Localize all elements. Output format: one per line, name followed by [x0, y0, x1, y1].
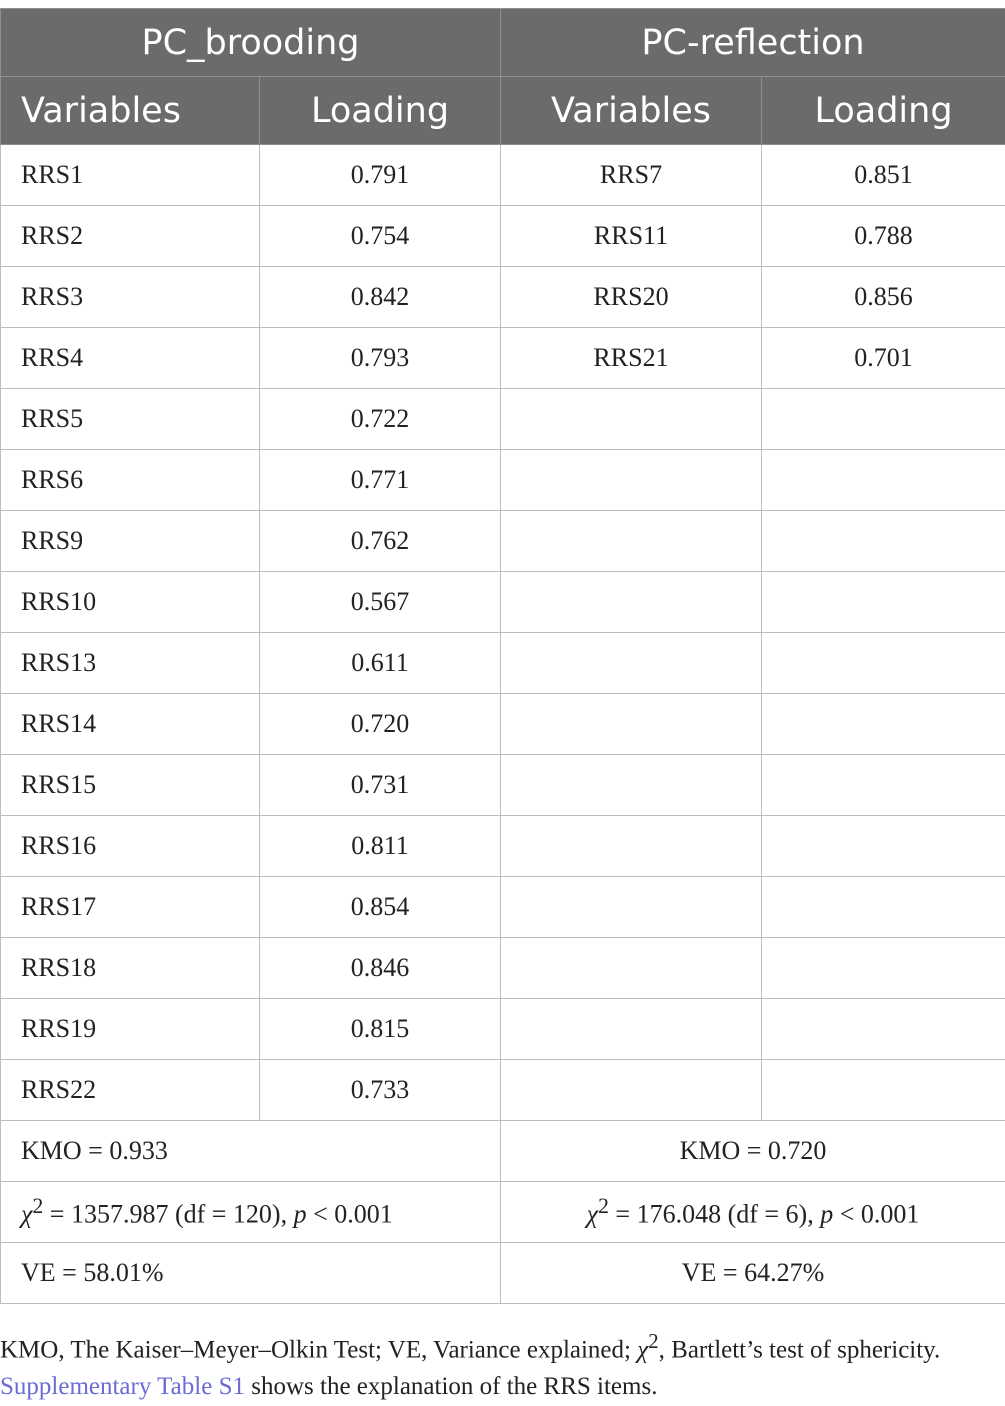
- brooding-variable: RRS14: [1, 694, 260, 755]
- reflection-variable: [501, 938, 762, 999]
- brooding-variable: RRS3: [1, 267, 260, 328]
- reflection-variable: [501, 450, 762, 511]
- kmo-brooding: KMO = 0.933: [1, 1121, 501, 1182]
- chi-superscript: 2: [648, 1329, 659, 1353]
- brooding-loading: 0.791: [260, 145, 501, 206]
- table-row: [1, 694, 1005, 755]
- bartlett-brooding: [1, 1182, 501, 1243]
- brooding-loading: 0.733: [260, 1060, 501, 1121]
- brooding-variable: RRS1: [1, 145, 260, 206]
- reflection-loading: [762, 816, 1005, 877]
- brooding-variable: RRS18: [1, 938, 260, 999]
- reflection-loading: [762, 999, 1005, 1060]
- reflection-loading: [762, 938, 1005, 999]
- brooding-variable: RRS17: [1, 877, 260, 938]
- table-row: [1, 755, 1005, 816]
- reflection-variable: [501, 1060, 762, 1121]
- reflection-loading: [762, 694, 1005, 755]
- bartlett-reflection: [501, 1182, 1005, 1243]
- reflection-variable: [501, 572, 762, 633]
- reflection-loading: [762, 633, 1005, 694]
- factor-loading-table: [0, 8, 1005, 1304]
- chi-stat-text: = 176.048 (df = 6),: [608, 1199, 821, 1229]
- reflection-variable: RRS21: [501, 328, 762, 389]
- brooding-variable: RRS15: [1, 755, 260, 816]
- reflection-loading: [762, 877, 1005, 938]
- column-header-loading: Loading: [762, 77, 1005, 145]
- column-header-variables: Variables: [1, 77, 260, 145]
- table-row: [1, 450, 1005, 511]
- table-row: [1, 511, 1005, 572]
- column-header-row: [1, 77, 1005, 145]
- reflection-variable: [501, 389, 762, 450]
- ve-brooding: VE = 58.01%: [1, 1243, 501, 1304]
- table-row: [1, 389, 1005, 450]
- table-footnote: [0, 1323, 1000, 1405]
- footnote-text: shows the explanation of the RRS items.: [244, 1373, 658, 1401]
- column-header-loading: Loading: [260, 77, 501, 145]
- table-row: [1, 999, 1005, 1060]
- table-row: [1, 206, 1005, 267]
- table-row: [1, 145, 1005, 206]
- column-header-variables: Variables: [501, 77, 762, 145]
- reflection-variable: [501, 999, 762, 1060]
- brooding-variable: RRS4: [1, 328, 260, 389]
- brooding-loading: 0.771: [260, 450, 501, 511]
- reflection-loading: [762, 755, 1005, 816]
- brooding-loading: 0.811: [260, 816, 501, 877]
- brooding-variable: RRS22: [1, 1060, 260, 1121]
- brooding-loading: 0.854: [260, 877, 501, 938]
- chi-superscript: 2: [598, 1194, 609, 1219]
- reflection-loading: 0.701: [762, 328, 1005, 389]
- brooding-loading: 0.793: [260, 328, 501, 389]
- footnote-text: KMO, The Kaiser–Meyer–Olkin Test; VE, Variance explained;: [0, 1336, 638, 1364]
- brooding-variable: RRS5: [1, 389, 260, 450]
- chi-symbol: χ: [637, 1336, 649, 1364]
- brooding-variable: RRS19: [1, 999, 260, 1060]
- reflection-variable: [501, 816, 762, 877]
- chi-superscript: 2: [32, 1194, 44, 1219]
- reflection-loading: [762, 1060, 1005, 1121]
- table-row: [1, 328, 1005, 389]
- reflection-loading: 0.851: [762, 145, 1005, 206]
- brooding-loading: 0.842: [260, 267, 501, 328]
- p-symbol: p: [293, 1199, 307, 1229]
- table-row: [1, 1060, 1005, 1121]
- brooding-variable: RRS16: [1, 816, 260, 877]
- brooding-variable: RRS13: [1, 633, 260, 694]
- supplementary-table-link[interactable]: Supplementary Table S1: [0, 1373, 245, 1401]
- reflection-loading: [762, 389, 1005, 450]
- reflection-variable: RRS7: [501, 145, 762, 206]
- footnote-text: , Bartlett’s test of sphericity.: [658, 1336, 941, 1364]
- reflection-loading: [762, 511, 1005, 572]
- brooding-loading: 0.754: [260, 206, 501, 267]
- group-header-row: [1, 9, 1005, 77]
- brooding-variable: RRS10: [1, 572, 260, 633]
- group-header-reflection: PC-reflection: [501, 9, 1005, 77]
- reflection-variable: RRS20: [501, 267, 762, 328]
- bartlett-row: [1, 1182, 1005, 1243]
- table-row: [1, 938, 1005, 999]
- brooding-variable: RRS2: [1, 206, 260, 267]
- brooding-loading: 0.731: [260, 755, 501, 816]
- chi-symbol: χ: [21, 1199, 33, 1229]
- brooding-loading: 0.846: [260, 938, 501, 999]
- reflection-loading: [762, 450, 1005, 511]
- brooding-loading: 0.567: [260, 572, 501, 633]
- reflection-variable: [501, 511, 762, 572]
- brooding-loading: 0.611: [260, 633, 501, 694]
- reflection-variable: [501, 694, 762, 755]
- chi-stat-text: = 1357.987 (df = 120),: [43, 1199, 294, 1229]
- brooding-variable: RRS9: [1, 511, 260, 572]
- brooding-loading: 0.722: [260, 389, 501, 450]
- reflection-loading: [762, 572, 1005, 633]
- reflection-variable: [501, 877, 762, 938]
- table-row: [1, 267, 1005, 328]
- brooding-loading: 0.720: [260, 694, 501, 755]
- variance-row: [1, 1243, 1005, 1304]
- brooding-loading: 0.762: [260, 511, 501, 572]
- p-value-text: < 0.001: [306, 1199, 393, 1229]
- ve-reflection: VE = 64.27%: [501, 1243, 1005, 1304]
- reflection-loading: 0.856: [762, 267, 1005, 328]
- reflection-variable: [501, 633, 762, 694]
- reflection-variable: RRS11: [501, 206, 762, 267]
- kmo-row: [1, 1121, 1005, 1182]
- table-row: [1, 816, 1005, 877]
- reflection-variable: [501, 755, 762, 816]
- table-row: [1, 572, 1005, 633]
- table-row: [1, 633, 1005, 694]
- brooding-variable: RRS6: [1, 450, 260, 511]
- brooding-loading: 0.815: [260, 999, 501, 1060]
- p-value-text: < 0.001: [833, 1199, 920, 1229]
- group-header-brooding: PC_brooding: [1, 9, 501, 77]
- kmo-reflection: KMO = 0.720: [501, 1121, 1005, 1182]
- table-row: [1, 877, 1005, 938]
- p-symbol: p: [820, 1199, 834, 1229]
- chi-symbol: χ: [586, 1199, 599, 1229]
- reflection-loading: 0.788: [762, 206, 1005, 267]
